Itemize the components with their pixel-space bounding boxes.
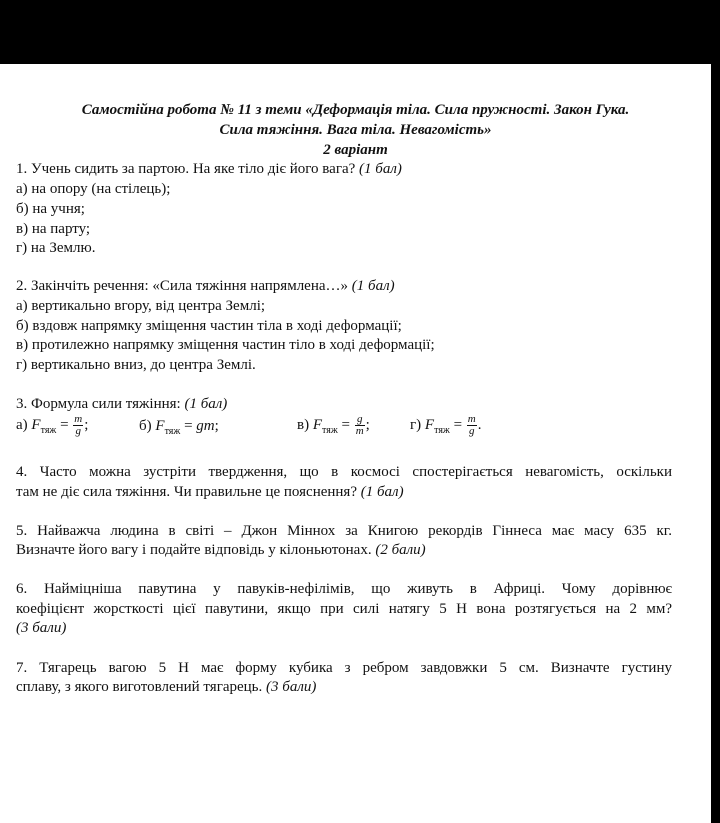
q3-option-d-den: g: [469, 425, 475, 437]
question-4-line-2: [16, 484, 404, 501]
q2-option-d: г) вертикально вниз, до центра Землі.: [16, 357, 256, 373]
question-4-points: (1 бал): [360, 484, 404, 500]
q3-option-d-force: F: [424, 416, 435, 433]
variant-label: 2 варіант: [323, 142, 388, 158]
question-6-line-2: коефіцієнт жорсткості цієї павутини, якщо при силі натягу 5 Н вона розтягується на 2 мм?: [16, 601, 672, 617]
q3-option-c-den: m: [355, 425, 364, 437]
q3-option-a-num: m: [74, 413, 83, 425]
q3-option-d-fraction: [467, 414, 477, 437]
q3-option-a-sub: тяж: [40, 424, 57, 436]
q3-option-b-force: F: [155, 418, 165, 434]
q3-option-c-num: g: [355, 414, 365, 426]
q3-option-c-eq: =: [337, 416, 354, 433]
q3-option-c: [297, 414, 370, 437]
question-7-line-1: 7. Тягарець вагою 5 Н має форму кубика з ребром завдовжки 5 см. Визначте густину: [16, 660, 672, 676]
question-7-text: сплаву, з якого виготовлений тягарець.: [16, 679, 263, 695]
right-black-bar: [711, 64, 720, 823]
q3-option-b-label: б): [139, 418, 152, 434]
q3-option-a-end: ;: [84, 416, 89, 433]
q3-option-a-label: а): [16, 416, 28, 433]
q3-option-b: [139, 418, 219, 437]
question-5-line-1: 5. Найважча людина в світі – Джон Міннох за Книгою рекордів Гіннеса має масу 635 кг.: [16, 523, 672, 539]
q1-option-c: в) на парту;: [16, 221, 91, 237]
q3-option-c-fraction: [355, 414, 365, 437]
q1-option-a: а) на опору (на стілець);: [16, 181, 171, 197]
q1-option-d: г) на Землю.: [16, 240, 96, 256]
q2-option-a: а) вертикально вгору, від центра Землі;: [16, 298, 266, 314]
q3-option-c-sub: тяж: [322, 424, 338, 436]
document-page: [0, 64, 711, 823]
question-7-points: (3 бали): [266, 679, 317, 695]
question-3-text: 3. Формула сили тяжіння:: [16, 396, 181, 412]
q1-option-b: б) на учня;: [16, 201, 85, 217]
q3-option-d-label: г): [410, 416, 422, 433]
question-6-line-1: 6. Найміцніша павутина у павуків-нефілімів, що живуть в Африці. Чому дорівнює: [16, 581, 672, 597]
q3-option-c-force: F: [312, 416, 322, 433]
question-6-points: (3 бали): [16, 620, 67, 636]
q3-option-a: [16, 414, 88, 437]
q3-option-b-eq: =: [180, 418, 197, 434]
question-2-text: 2. Закінчіть речення: «Сила тяжіння напрямлена…»: [16, 278, 349, 294]
top-black-bar: [0, 0, 720, 64]
q3-option-a-fraction: [73, 414, 83, 437]
question-1: [16, 161, 402, 178]
title-line-1: Самостійна робота № 11 з теми «Деформація тіла. Сила пружності. Закон Гука.: [81, 102, 630, 118]
q3-option-a-eq: =: [56, 416, 73, 433]
question-1-text: 1. Учень сидить за партою. На яке тіло діє його вага?: [16, 161, 356, 177]
question-4-line-1: 4. Часто можна зустріти твердження, що в космосі спостерігається невагомість, оскільки: [16, 464, 672, 480]
q2-option-c: в) протилежно напрямку зміщення частин тіло в ході деформації;: [16, 337, 435, 353]
q2-option-b: б) вздовж напрямку зміщення частин тіла в ході деформації;: [16, 318, 402, 334]
q3-option-d-sub: тяж: [434, 424, 450, 436]
question-5-line-2: [16, 542, 426, 559]
question-5-text: Визначте його вагу і подайте відповідь у кілоньютонах.: [16, 542, 372, 558]
question-3: [16, 396, 227, 413]
question-2: [16, 278, 395, 295]
q3-option-b-sub: тяж: [164, 426, 181, 437]
q3-option-d-num: m: [467, 413, 476, 425]
title-line-2: Сила тяжіння. Вага тіла. Невагомість»: [219, 122, 492, 138]
q3-option-d: [410, 414, 482, 437]
q3-option-a-den: g: [75, 425, 82, 437]
q3-option-d-end: .: [477, 416, 482, 433]
q3-option-a-force: F: [31, 416, 41, 433]
question-2-points: (1 бал): [351, 278, 395, 294]
q3-option-b-end: ;: [214, 418, 219, 434]
question-7-line-2: [16, 679, 316, 696]
q3-option-b-expr: gm: [196, 418, 215, 434]
q3-option-d-eq: =: [449, 416, 466, 433]
q3-option-c-label: в): [297, 416, 310, 433]
q3-option-c-end: ;: [365, 416, 370, 433]
question-3-points: (1 бал): [184, 396, 228, 412]
question-1-points: (1 бал): [359, 161, 402, 177]
question-5-points: (2 бали): [375, 542, 426, 558]
question-4-text: там не діє сила тяжіння. Чи правильне це пояснення?: [16, 484, 357, 500]
